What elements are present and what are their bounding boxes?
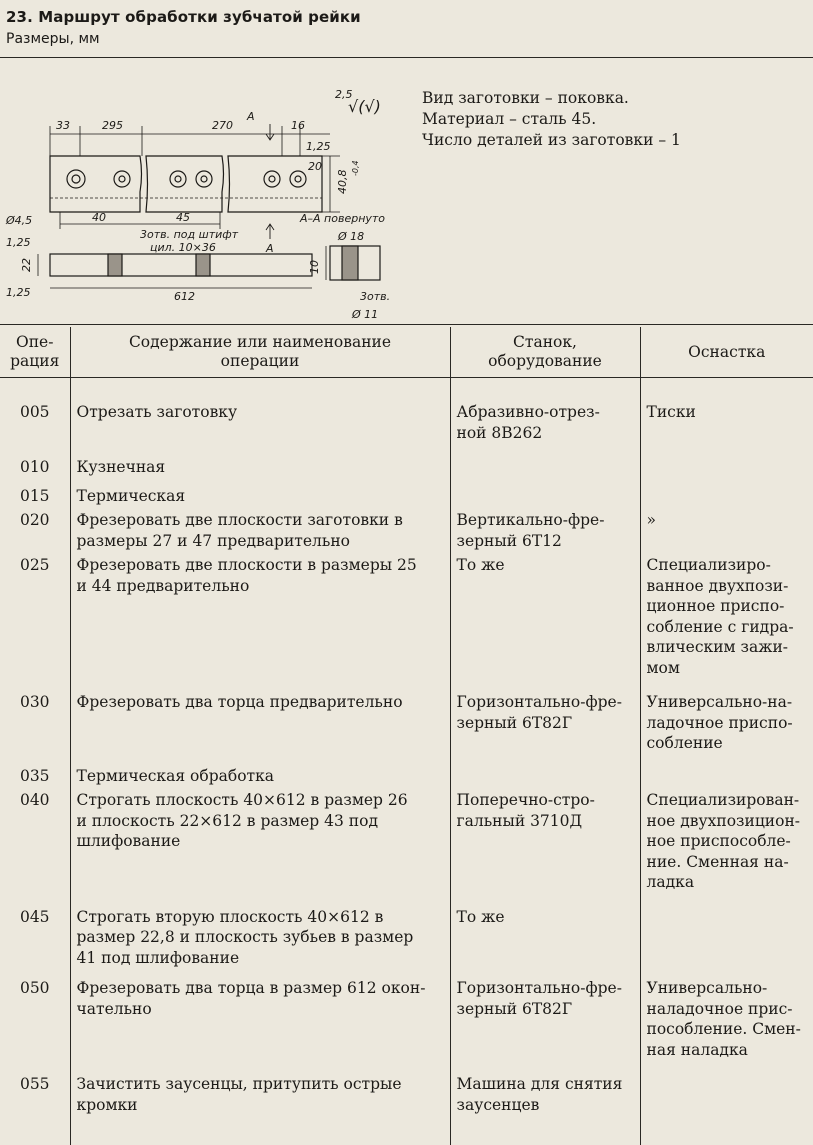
operation-tooling-line: наладочное прис-	[647, 999, 808, 1020]
header-operation: Опе- рация	[0, 327, 70, 378]
page-title: 23. Маршрут обработки зубчатой рейки	[6, 8, 361, 26]
header-tooling: Оснастка	[640, 327, 813, 378]
table-header-row	[0, 327, 813, 378]
operation-number: 045	[0, 893, 70, 969]
operation-machine	[450, 506, 640, 551]
dim-label: Ø 11	[351, 308, 378, 321]
dim-label: 22	[20, 258, 33, 272]
operation-content-line: Фрезеровать два торца предварительно	[77, 692, 444, 713]
operation-machine-line: Горизонтально-фре-	[457, 978, 634, 999]
operation-content-line: кромки	[77, 1095, 444, 1116]
operation-content-line: Зачистить заусенцы, притупить острые	[77, 1074, 444, 1095]
operation-tooling-line: собление	[647, 733, 808, 754]
operation-content	[70, 378, 450, 444]
operation-number: 025	[0, 551, 70, 678]
units-note: Размеры, мм	[6, 31, 100, 47]
top-divider	[0, 57, 813, 58]
hole-note: цил. 10×36	[150, 241, 216, 254]
table-row	[0, 754, 813, 787]
operation-tooling-line: Универсально-	[647, 978, 808, 999]
operation-tooling	[640, 506, 813, 551]
operations-table	[0, 327, 813, 1145]
operation-machine	[450, 968, 640, 1060]
operation-number: 035	[0, 754, 70, 787]
operation-number: 010	[0, 443, 70, 478]
operation-tooling-line: мом	[647, 658, 808, 679]
operation-tooling-line: ладка	[647, 872, 808, 893]
operation-number: 030	[0, 678, 70, 754]
operation-machine-line: Горизонтально-фре-	[457, 692, 634, 713]
operation-content-line: и плоскость 22×612 в размер 43 под	[77, 811, 444, 832]
operation-tooling-line: собление с гидра-	[647, 617, 808, 638]
blank-specs	[422, 88, 802, 151]
spec-line: Материал – сталь 45.	[422, 109, 802, 130]
spacer-cell	[70, 1115, 450, 1145]
operation-machine-line: Поперечно-стро-	[457, 790, 634, 811]
dim-label: 16	[291, 119, 305, 132]
operation-tooling-line: ние. Сменная на-	[647, 852, 808, 873]
dim-label: 45	[176, 211, 190, 224]
header-machine: Станок, оборудование	[450, 327, 640, 378]
operation-number: 055	[0, 1060, 70, 1115]
operation-tooling-line: пособление. Смен-	[647, 1019, 808, 1040]
operation-machine-line: То же	[457, 555, 634, 576]
operation-tooling-line: Универсально-на-	[647, 692, 808, 713]
operation-tooling	[640, 678, 813, 754]
operation-tooling-line: ная наладка	[647, 1040, 808, 1061]
dim-label: Ø4,5	[5, 214, 32, 227]
roughness-symbol: √(√)	[348, 97, 381, 116]
operation-number: 020	[0, 506, 70, 551]
operation-machine-line: ной 8В262	[457, 423, 634, 444]
section-label: A	[246, 110, 255, 123]
operation-content	[70, 786, 450, 893]
dim-label: 40,8	[336, 170, 349, 195]
dim-label: 1,25	[6, 286, 31, 299]
operation-content-line: Фрезеровать две плоскости в размеры 25	[77, 555, 444, 576]
operation-machine	[450, 786, 640, 893]
operation-content	[70, 968, 450, 1060]
operation-content-line: размеры 27 и 47 предварительно	[77, 531, 444, 552]
operation-number: 040	[0, 786, 70, 893]
operation-content-line: Строгать вторую плоскость 40×612 в	[77, 907, 444, 928]
operation-machine	[450, 443, 640, 478]
operation-content-line: Фрезеровать две плоскости заготовки в	[77, 510, 444, 531]
operation-number: 005	[0, 378, 70, 444]
table-row-spacer	[0, 1115, 813, 1145]
operation-content-line: размер 22,8 и плоскость зубьев в размер	[77, 927, 444, 948]
operation-content	[70, 478, 450, 507]
dim-label: 295	[102, 119, 123, 132]
operation-machine	[450, 893, 640, 969]
table-row	[0, 678, 813, 754]
operation-machine	[450, 378, 640, 444]
operation-tooling	[640, 786, 813, 893]
operation-content-line: Отрезать заготовку	[77, 402, 444, 423]
operation-content-line: Термическая	[77, 486, 444, 507]
operation-content	[70, 443, 450, 478]
operation-tooling-line: ное двухпозицион-	[647, 811, 808, 832]
table-row	[0, 968, 813, 1060]
operation-machine-line: заусенцев	[457, 1095, 634, 1116]
table-row	[0, 1060, 813, 1115]
table-row	[0, 786, 813, 893]
operation-content-line: Фрезеровать два торца в размер 612 окон-	[77, 978, 444, 999]
operation-tooling-line: »	[647, 510, 808, 531]
table-row	[0, 893, 813, 969]
operation-machine-line: зерный 6Т82Г	[457, 999, 634, 1020]
table-top-rule	[0, 324, 813, 325]
table-row	[0, 443, 813, 478]
dim-label: 612	[174, 290, 195, 303]
operation-tooling-line: Тиски	[647, 402, 808, 423]
operation-content	[70, 754, 450, 787]
roughness-label: 2,5	[335, 88, 353, 101]
operation-content-line: 41 под шлифование	[77, 948, 444, 969]
operation-content-line: шлифование	[77, 831, 444, 852]
section-note: А–А повернуто	[299, 212, 385, 225]
dim-label: 20	[308, 160, 322, 173]
spacer-cell	[640, 1115, 813, 1145]
operation-content-line: Кузнечная	[77, 457, 444, 478]
dim-label: Ø 18	[337, 230, 364, 243]
table-row	[0, 378, 813, 444]
operation-content	[70, 1060, 450, 1115]
hole-note: 3отв. под штифт	[140, 228, 239, 241]
operation-content-line: чательно	[77, 999, 444, 1020]
operation-machine-line: зерный 6Т12	[457, 531, 634, 552]
operation-tooling	[640, 478, 813, 507]
spec-line: Вид заготовки – поковка.	[422, 88, 802, 109]
operation-content	[70, 678, 450, 754]
section-label: A	[265, 242, 274, 255]
operation-tooling	[640, 754, 813, 787]
operation-content-line: и 44 предварительно	[77, 576, 444, 597]
operation-machine	[450, 1060, 640, 1115]
operation-machine	[450, 478, 640, 507]
dim-label: 3отв.	[360, 290, 390, 303]
operation-tooling	[640, 1060, 813, 1115]
operation-tooling	[640, 551, 813, 678]
operation-tooling-line: ционное приспо-	[647, 596, 808, 617]
operation-machine	[450, 551, 640, 678]
spec-line: Число деталей из заготовки – 1	[422, 130, 802, 151]
spacer-cell	[0, 1115, 70, 1145]
operation-tooling-line: Специализиро-	[647, 555, 808, 576]
dim-label: 33	[56, 119, 70, 132]
dim-label: -0,4	[351, 160, 360, 176]
operation-tooling-line: ное приспособле-	[647, 831, 808, 852]
table-row	[0, 478, 813, 507]
operation-content-line: Термическая обработка	[77, 766, 444, 787]
operation-tooling	[640, 893, 813, 969]
operation-tooling-line: влическим зажи-	[647, 637, 808, 658]
dim-label: 40	[92, 211, 106, 224]
spacer-cell	[450, 1115, 640, 1145]
dim-label: 270	[212, 119, 233, 132]
operation-number: 015	[0, 478, 70, 507]
operation-tooling	[640, 968, 813, 1060]
dim-label: 10	[308, 260, 321, 274]
operation-tooling	[640, 378, 813, 444]
operations-body	[0, 378, 813, 1145]
operation-machine	[450, 754, 640, 787]
operation-number: 050	[0, 968, 70, 1060]
dim-label: 1,25	[6, 236, 31, 249]
operation-tooling	[640, 443, 813, 478]
operation-tooling-line: ванное двухпози-	[647, 576, 808, 597]
operation-machine-line: Вертикально-фре-	[457, 510, 634, 531]
operation-machine-line: гальный 3710Д	[457, 811, 634, 832]
dim-label: 1,25	[306, 140, 331, 153]
rack-drawing	[0, 74, 420, 324]
operation-content-line: Строгать плоскость 40×612 в размер 26	[77, 790, 444, 811]
operation-content	[70, 551, 450, 678]
operation-machine	[450, 678, 640, 754]
operation-machine-line: То же	[457, 907, 634, 928]
operation-content	[70, 893, 450, 969]
operation-tooling-line: ладочное приспо-	[647, 713, 808, 734]
operation-machine-line: Машина для снятия	[457, 1074, 634, 1095]
table-row	[0, 506, 813, 551]
table-row	[0, 551, 813, 678]
operation-tooling-line: Специализирован-	[647, 790, 808, 811]
operation-content	[70, 506, 450, 551]
header-content: Содержание или наименование операции	[70, 327, 450, 378]
operation-machine-line: Абразивно-отрез-	[457, 402, 634, 423]
operation-machine-line: зерный 6Т82Г	[457, 713, 634, 734]
